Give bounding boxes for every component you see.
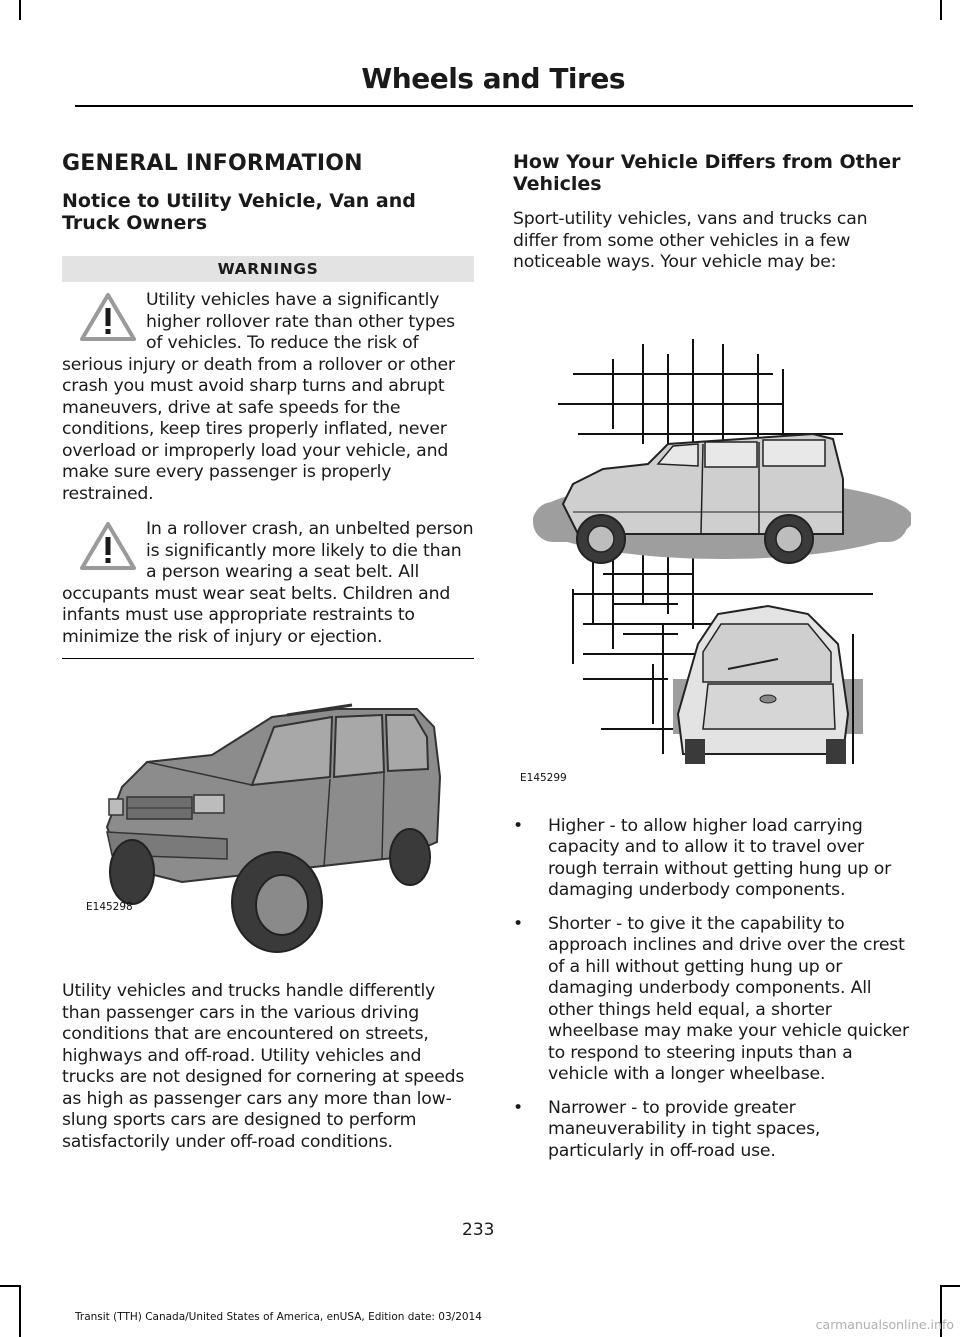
list-item bbox=[513, 1098, 911, 1163]
warning-rollover-text: Utility vehicles have a significantly higher rollover rate than other types of vehicles. To reduce the risk of serious injury or death from a rollover or other crash you must avoid sharp turns and abrupt maneuvers, drive at safe speeds for the conditions, keep tires properly inflated, never overload or improperly load your vehicle, and make sure every passenger is properly restrained. bbox=[62, 290, 455, 504]
warning-seatbelt bbox=[62, 519, 474, 648]
list-item bbox=[513, 914, 911, 1086]
bullet-icon: • bbox=[513, 1097, 523, 1118]
list-item-text: Shorter - to give it the capability to approach inclines and drive over the crest of a hill without getting hung up or damaging underbody components. All other things held equal, a shorter wheelbase may make your vehicle quicker to respond to steering inputs than a vehicle with a longer wheelbase. bbox=[548, 913, 909, 1084]
warnings-heading: WARNINGS bbox=[62, 256, 474, 282]
crop-mark-top-right-v bbox=[940, 0, 942, 20]
warning-triangle-icon bbox=[80, 521, 136, 571]
list-item-text: Higher - to allow higher load carrying capacity and to allow it to travel over rough terrain without getting hung up or damaging underbody components. bbox=[548, 815, 892, 900]
site-watermark: carmanualsonline.info bbox=[815, 1317, 954, 1332]
bullet-icon: • bbox=[513, 815, 523, 836]
vehicle-differences-list bbox=[513, 816, 911, 1163]
footer-edition-info: Transit (TTH) Canada/United States of America, enUSA, Edition date: 03/2014 bbox=[75, 1311, 482, 1323]
warnings-end-rule bbox=[62, 658, 474, 659]
list-item bbox=[513, 816, 911, 902]
figure-id-label: E145299 bbox=[520, 771, 567, 784]
handling-paragraph: Utility vehicles and trucks handle differently than passenger cars in the various driving conditions that are encountered on streets, highways and off-road. Utility vehicles and trucks are not designed for cornering at speeds as high as passenger cars any more than low-slung sports cars are designed to perform satisfactorily under off-road conditions. bbox=[62, 981, 465, 1152]
intro-paragraph: Sport-utility vehicles, vans and trucks can differ from some other vehicles in a few noticeable ways. Your vehicle may be: bbox=[513, 209, 868, 272]
page-number: 233 bbox=[462, 1220, 495, 1240]
list-item-text: Narrower - to provide greater maneuverability in tight spaces, particularly in off-road use. bbox=[548, 1097, 821, 1161]
page-header-title: Wheels and Tires bbox=[361, 62, 625, 95]
subsection-title-owners: Notice to Utility Vehicle, Van and Truck Owners bbox=[62, 190, 416, 234]
warning-rollover bbox=[62, 290, 474, 505]
warning-triangle-icon bbox=[80, 292, 136, 342]
vehicle-dimension-illustration bbox=[513, 284, 911, 794]
left-column bbox=[62, 145, 474, 1163]
header-rule bbox=[75, 105, 913, 107]
suv-illustration bbox=[62, 667, 474, 967]
figure-vehicle-dimensions bbox=[513, 284, 911, 794]
bullet-icon: • bbox=[513, 913, 523, 934]
warning-seatbelt-text: In a rollover crash, an unbelted person is significantly more likely to die than a person wearing a seat belt. All occupants must wear seat belts. Children and infants must use appropriate restraints to minimize the risk of injury or ejection. bbox=[62, 519, 474, 647]
crop-mark-bottom-left-h bbox=[0, 1285, 20, 1287]
figure-suv-illustration bbox=[62, 667, 474, 967]
crop-mark-bottom-left-v bbox=[19, 1285, 21, 1337]
right-column bbox=[513, 145, 911, 1174]
figure-id-label: E145298 bbox=[86, 901, 133, 913]
section-title: GENERAL INFORMATION bbox=[62, 151, 363, 176]
crop-mark-top-left-v bbox=[19, 0, 21, 20]
crop-mark-bottom-right-h bbox=[940, 1285, 960, 1287]
subsection-title-differs: How Your Vehicle Differs from Other Vehicles bbox=[513, 151, 901, 195]
